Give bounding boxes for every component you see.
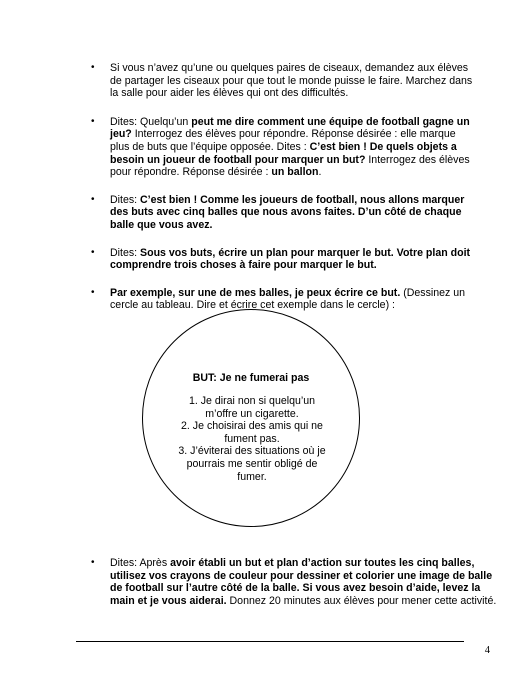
text-segment: Si vous n’avez qu’une ou quelques paires de ciseaux, demandez aux élèves de partager les ciseaux pour que tout le monde puisse le faire. Marchez dans la salle pour aider les élèves qui ont des difficultés. (110, 62, 473, 100)
bullet-icon: • (91, 115, 95, 127)
instruction-item (86, 62, 478, 100)
footer-divider (76, 641, 464, 642)
text-segment: . (318, 166, 322, 179)
bold-segment: C’est bien ! De quels objets a besoin un joueur de football pour marquer un but? (110, 140, 457, 166)
bold-segment: C’est bien ! Comme les joueurs de football, nous allons marquer des buts avec cinq balles que nous avons faites. D’un côté de chaque balle que vous avez. (110, 193, 465, 231)
instruction-text (110, 62, 472, 99)
instruction-item (86, 247, 478, 272)
bullet-icon: • (91, 557, 95, 568)
bold-segment: un ballon (271, 166, 319, 179)
goal-title: BUT: Je ne fumerai pas (192, 372, 310, 384)
instruction-item (86, 287, 478, 312)
goal-plan-item: 2. Je choisirai des amis qui ne fument pas. (181, 420, 323, 445)
goal-plan-list (177, 395, 327, 483)
bullet-icon: • (91, 62, 95, 73)
instruction-item (86, 557, 502, 607)
instruction-text (110, 247, 470, 272)
page-number: 4 (484, 645, 490, 656)
text-segment: Dites: Quelqu’un (110, 115, 192, 128)
instruction-text (110, 116, 470, 178)
bullet-icon: • (91, 246, 95, 258)
text-segment: Interrogez des élèves pour répondre. Réponse désirée : elle marque plus de buts que l’équipe opposée. Dites : (110, 128, 456, 153)
instruction-item (86, 116, 478, 179)
bold-segment: avoir établi un but et plan d’action sur toutes les cinq balles, utilisez vos crayons de couleur pour dessiner et colorier une image de balle de football sur l’autre côté de la balle. Si vous avez besoin d’aide, levez la main et je vous aiderai. (110, 557, 493, 607)
instruction-text (110, 557, 496, 607)
bullet-icon: • (91, 193, 95, 205)
text-segment: Dites: (110, 246, 141, 259)
text-segment: Dites: (110, 193, 141, 206)
bold-segment: Sous vos buts, écrire un plan pour marquer le but. Votre plan doit comprendre trois choses à faire pour marquer le but. (110, 246, 471, 272)
instruction-item (86, 194, 478, 232)
text-segment: Interrogez des élèves pour répondre. Réponse désirée : (110, 153, 470, 179)
bold-segment: Par exemple, sur une de mes balles, je peux écrire ce but. (110, 286, 401, 299)
instruction-text (110, 287, 465, 312)
bullet-icon: • (91, 286, 95, 298)
text-segment: (Dessinez un cercle au tableau. Dire et écrire cet exemple dans le cercle) : (110, 286, 466, 312)
instruction-list (86, 62, 478, 312)
text-segment: Dites: Après (110, 557, 171, 569)
bold-segment: peut me dire comment une équipe de football gagne un jeu? (110, 115, 470, 141)
instruction-text (110, 194, 464, 231)
text-segment: Donnez 20 minutes aux élèves pour mener cette activité. (226, 594, 497, 607)
goal-plan-item: 1. Je dirai non si quelqu’un m’offre un cigarette. (188, 395, 316, 420)
goal-plan-item: 3. J’éviterai des situations où je pourrais me sentir obligé de fumer. (178, 445, 326, 483)
